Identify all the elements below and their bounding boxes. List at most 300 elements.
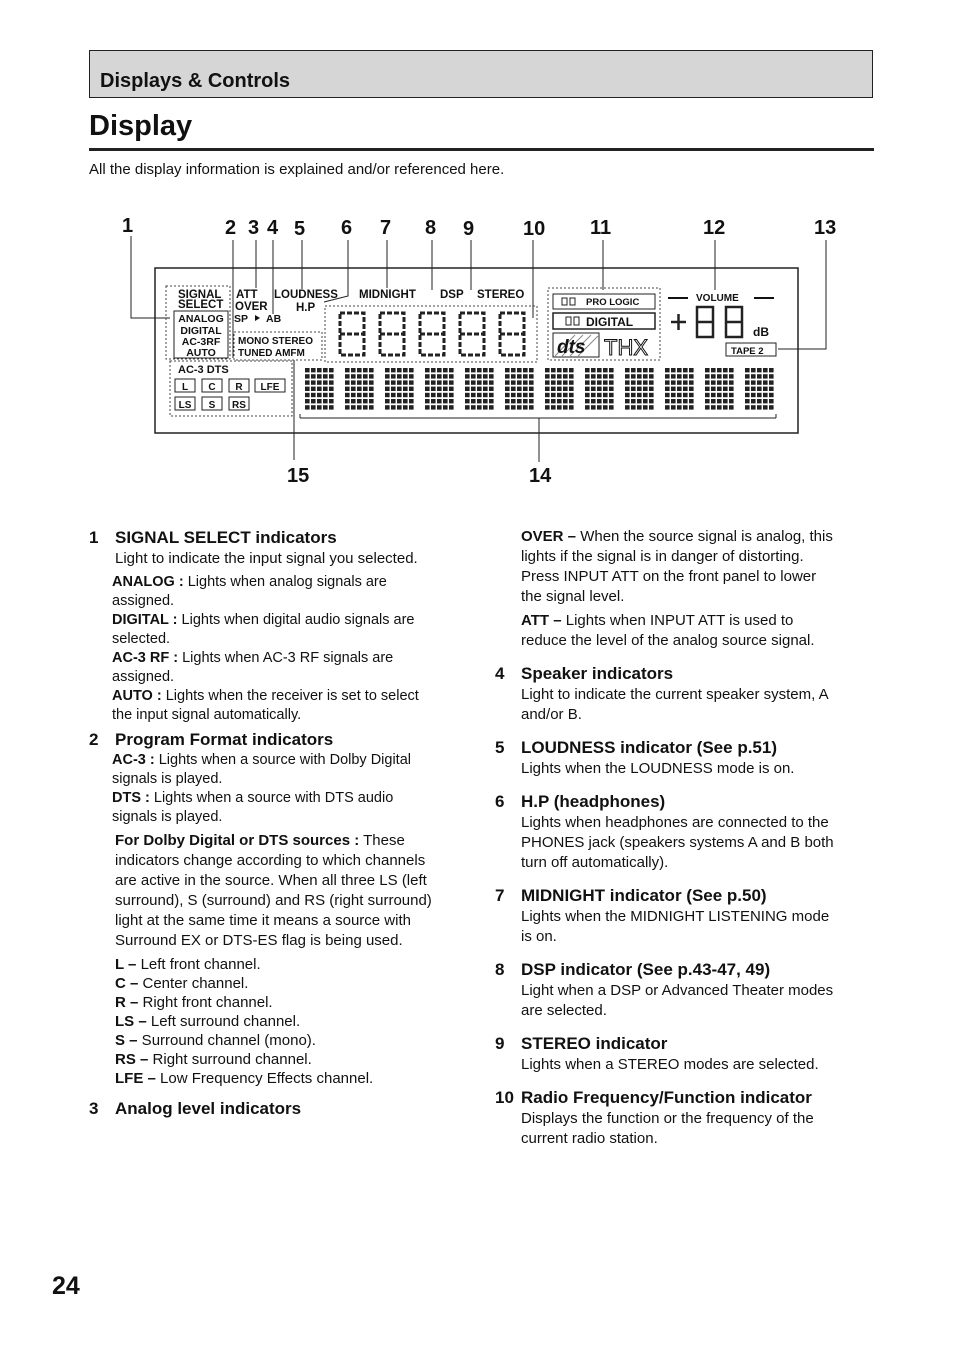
matrix-dot — [677, 405, 682, 409]
matrix-dot — [557, 368, 562, 372]
frequency-digits — [340, 313, 524, 355]
section-line: Lights when the LOUDNESS mode is on. — [521, 760, 795, 777]
matrix-dot — [489, 399, 494, 403]
matrix-dot — [409, 393, 414, 397]
matrix-dot — [711, 380, 716, 384]
dts-logo: dts — [557, 337, 586, 358]
label-hp: H.P — [296, 302, 316, 314]
channel-text: Left surround channel. — [146, 1013, 301, 1030]
label-auto: AUTO — [186, 347, 216, 359]
matrix-dot — [631, 405, 636, 409]
matrix-dot — [385, 393, 390, 397]
matrix-dot — [545, 387, 550, 391]
matrix-dot — [477, 374, 482, 378]
matrix-dot — [369, 405, 374, 409]
matrix-dot — [769, 405, 774, 409]
matrix-dot — [369, 393, 374, 397]
matrix-dot — [437, 393, 442, 397]
matrix-dot — [369, 374, 374, 378]
matrix-dot — [305, 380, 310, 384]
matrix-dot — [471, 387, 476, 391]
matrix-dot — [471, 368, 476, 372]
matrix-dot — [465, 387, 470, 391]
matrix-dot — [683, 380, 688, 384]
matrix-dot — [723, 393, 728, 397]
note-line: Surround EX or DTS-ES flag is being used. — [115, 932, 403, 949]
label-midnight: MIDNIGHT — [359, 289, 416, 301]
matrix-dot — [357, 374, 362, 378]
matrix-dot — [757, 380, 762, 384]
matrix-dot — [391, 405, 396, 409]
matrix-dot — [717, 405, 722, 409]
matrix-dot — [431, 387, 436, 391]
matrix-dot — [403, 387, 408, 391]
matrix-dot — [717, 380, 722, 384]
program-format-item-term: AC-3 : — [112, 752, 155, 768]
matrix-dot — [665, 374, 670, 378]
matrix-dot — [597, 374, 602, 378]
section-line: Lights when a STEREO modes are selected. — [521, 1056, 819, 1073]
matrix-dot — [545, 368, 550, 372]
matrix-dot — [603, 380, 608, 384]
matrix-dot — [625, 399, 630, 403]
matrix-dot — [397, 374, 402, 378]
matrix-dot — [585, 393, 590, 397]
signal-select-item-text: assigned. — [112, 669, 175, 685]
note-line: These — [359, 832, 405, 849]
matrix-dot — [557, 380, 562, 384]
matrix-dot — [305, 387, 310, 391]
matrix-dot — [763, 399, 768, 403]
matrix-dot — [431, 399, 436, 403]
callout-14: 14 — [529, 465, 552, 487]
section-line: Light to indicate the current speaker system, A — [521, 686, 829, 703]
att-paragraph — [521, 611, 875, 651]
signal-select-item — [112, 649, 479, 687]
matrix-dot — [609, 387, 614, 391]
channel-item — [115, 1050, 479, 1069]
callout-5: 5 — [294, 218, 306, 240]
note-term: For Dolby Digital or DTS sources : — [115, 832, 360, 849]
matrix-dot — [529, 387, 534, 391]
title-divider — [89, 148, 874, 151]
matrix-dot — [671, 399, 676, 403]
matrix-dot — [397, 387, 402, 391]
matrix-dot — [563, 380, 568, 384]
matrix-dot — [643, 405, 648, 409]
matrix-dot — [477, 399, 482, 403]
matrix-dot — [569, 374, 574, 378]
matrix-dot — [477, 405, 482, 409]
matrix-dot — [763, 405, 768, 409]
matrix-dot — [317, 393, 322, 397]
matrix-dot — [769, 380, 774, 384]
matrix-dot — [751, 399, 756, 403]
over-paragraph-line: Press INPUT ATT on the front panel to lower — [521, 568, 817, 585]
matrix-dot — [745, 405, 750, 409]
matrix-dot — [523, 387, 528, 391]
matrix-dot — [311, 368, 316, 372]
matrix-dot — [705, 399, 710, 403]
matrix-dot — [751, 405, 756, 409]
matrix-dot — [471, 405, 476, 409]
matrix-dot — [643, 368, 648, 372]
left-column: 1 SIGNAL SELECT indicators Light to indicate the input signal you selected. ANALOG : Lights when analog signals are assigned. DIGITAL : Lights when digital audio signals are selected. AC-3 RF : Lights when AC-3 RF signals are assigned. AUTO : Lights when the receiver is set to select the input signal automatically. 2 Program Format indicators AC-3 : Lights when a source with Dolby Digital signals is played. DTS : Lights when a source with DTS audio signals is played. For Dolby Digital or DTS sources : These indicators change according to which channels are active in the source. When all three LS (left surround), S (surround) and RS (right surround) light at the same time it means a source with Surround EX or DTS-ES flag is being used. L – Left front channel. C – Center channel. R – Right front channel. LS – Left surround channel. S – Surround channel (mono). RS – Right surround channel. LFE – Low Frequency Effects channel. 3 Analog level indicators — [89, 527, 479, 1120]
matrix-dot — [409, 405, 414, 409]
matrix-dot — [689, 405, 694, 409]
matrix-dot — [717, 368, 722, 372]
matrix-dot — [477, 368, 482, 372]
matrix-dot — [409, 387, 414, 391]
matrix-dot — [585, 374, 590, 378]
matrix-dot — [683, 399, 688, 403]
label-ac3-dts: AC-3 DTS — [178, 364, 229, 376]
matrix-dot — [591, 380, 596, 384]
matrix-dot — [517, 380, 522, 384]
program-format-item-text: signals is played. — [112, 809, 223, 825]
section-title: H.P (headphones) — [521, 792, 666, 811]
matrix-dot — [431, 368, 436, 372]
matrix-dot — [745, 399, 750, 403]
matrix-dot — [523, 374, 528, 378]
att-paragraph-term: ATT – — [521, 612, 562, 629]
matrix-dot — [665, 405, 670, 409]
matrix-dot — [351, 368, 356, 372]
matrix-dot — [683, 405, 688, 409]
matrix-dot — [317, 405, 322, 409]
matrix-dot — [317, 380, 322, 384]
section-title: LOUDNESS indicator (See p.51) — [521, 738, 777, 757]
channel-text: Surround channel (mono). — [137, 1032, 316, 1049]
matrix-dot — [649, 368, 654, 372]
over-paragraph-line: lights if the signal is in danger of distorting. — [521, 548, 804, 565]
matrix-dot — [569, 380, 574, 384]
channel-item — [115, 1012, 479, 1031]
matrix-dot — [563, 393, 568, 397]
matrix-dot — [345, 374, 350, 378]
section-title: Displays & Controls — [100, 70, 291, 92]
label-att: ATT — [236, 289, 258, 301]
matrix-dot — [465, 380, 470, 384]
matrix-dot — [363, 399, 368, 403]
matrix-dot — [351, 393, 356, 397]
matrix-dot — [483, 393, 488, 397]
matrix-dot — [551, 399, 556, 403]
matrix-dot — [505, 393, 510, 397]
matrix-dot — [585, 399, 590, 403]
matrix-dot — [489, 393, 494, 397]
section-heading — [495, 1033, 875, 1055]
section-line: Light when a DSP or Advanced Theater modes — [521, 982, 834, 999]
section-number: 8 — [495, 960, 505, 979]
matrix-dot — [637, 380, 642, 384]
callout-15: 15 — [287, 465, 310, 487]
matrix-dot — [677, 399, 682, 403]
matrix-dot — [723, 387, 728, 391]
signal-select-item-text: the input signal automatically. — [112, 707, 302, 723]
label-over: OVER — [235, 301, 268, 313]
matrix-dot — [643, 374, 648, 378]
matrix-dot — [705, 368, 710, 372]
matrix-dot — [517, 368, 522, 372]
callout-11: 11 — [590, 217, 612, 239]
note-paragraph — [115, 831, 479, 951]
label-mono-stereo: MONO STEREO — [238, 336, 314, 347]
matrix-dot — [357, 399, 362, 403]
section-line: turn off automatically). — [521, 854, 669, 871]
section-line: PHONES jack (speakers systems A and B both — [521, 834, 834, 851]
channel-r: R — [235, 382, 243, 393]
channel-item — [115, 955, 479, 974]
matrix-dot — [683, 368, 688, 372]
matrix-dot — [449, 368, 454, 372]
matrix-dot — [505, 399, 510, 403]
matrix-dot — [603, 387, 608, 391]
note-line: light at the same time it means a source with — [115, 912, 411, 929]
matrix-dot — [563, 374, 568, 378]
matrix-dot — [437, 405, 442, 409]
matrix-dot — [363, 374, 368, 378]
label-loudness: LOUDNESS — [274, 289, 338, 301]
label-tuned-amfm: TUNED AMFM — [238, 348, 305, 359]
signal-select-item-term: ANALOG : — [112, 574, 184, 590]
matrix-dot — [425, 380, 430, 384]
callout-12: 12 — [703, 217, 726, 239]
matrix-dot — [591, 374, 596, 378]
matrix-dot — [511, 374, 516, 378]
section-line: and/or B. — [521, 706, 582, 723]
signal-select-item — [112, 611, 479, 649]
matrix-dot — [745, 380, 750, 384]
matrix-dot — [403, 393, 408, 397]
matrix-dot — [511, 405, 516, 409]
matrix-dot — [437, 368, 442, 372]
att-paragraph-line: reduce the level of the analog source signal. — [521, 632, 815, 649]
matrix-dot — [323, 393, 328, 397]
callout-4: 4 — [267, 217, 279, 239]
matrix-dot — [437, 399, 442, 403]
matrix-dot — [643, 380, 648, 384]
matrix-dot — [603, 393, 608, 397]
matrix-dot — [591, 405, 596, 409]
matrix-dot — [385, 387, 390, 391]
label-analog: ANALOG — [178, 313, 224, 325]
matrix-dot — [637, 399, 642, 403]
matrix-dot — [625, 380, 630, 384]
matrix-dot — [723, 405, 728, 409]
matrix-dot — [745, 368, 750, 372]
matrix-dot — [729, 380, 734, 384]
matrix-dot — [357, 387, 362, 391]
matrix-dot — [329, 374, 334, 378]
matrix-dot — [689, 387, 694, 391]
matrix-dot — [311, 399, 316, 403]
channel-text: Right front channel. — [138, 994, 273, 1011]
matrix-dot — [545, 399, 550, 403]
matrix-dot — [609, 368, 614, 372]
section-1-items — [89, 573, 479, 725]
matrix-dot — [557, 405, 562, 409]
matrix-dot — [649, 374, 654, 378]
channel-item — [115, 974, 479, 993]
matrix-dot — [677, 374, 682, 378]
matrix-dot — [305, 393, 310, 397]
channel-term: C – — [115, 975, 139, 992]
section-heading — [495, 737, 875, 759]
matrix-dot — [403, 380, 408, 384]
matrix-dot — [745, 393, 750, 397]
matrix-dot — [677, 393, 682, 397]
matrix-dot — [591, 393, 596, 397]
matrix-dot — [329, 405, 334, 409]
matrix-dot — [385, 380, 390, 384]
matrix-dot — [751, 374, 756, 378]
matrix-dot — [683, 393, 688, 397]
matrix-dot — [763, 380, 768, 384]
matrix-dot — [403, 405, 408, 409]
matrix-dot — [489, 368, 494, 372]
matrix-dot — [329, 368, 334, 372]
matrix-dot — [317, 399, 322, 403]
matrix-dot — [745, 387, 750, 391]
matrix-dot — [305, 374, 310, 378]
matrix-dot — [705, 387, 710, 391]
label-pro-logic: PRO LOGIC — [586, 297, 640, 308]
section-number: 4 — [495, 664, 505, 683]
matrix-dot — [351, 380, 356, 384]
thx-logo: THX — [604, 335, 648, 360]
note-line: indicators change according to which channels — [115, 852, 426, 869]
matrix-dot — [609, 374, 614, 378]
matrix-dot — [449, 374, 454, 378]
matrix-dot — [305, 368, 310, 372]
matrix-dot — [723, 374, 728, 378]
note-line: surround), S (surround) and RS (right surround) — [115, 892, 432, 909]
matrix-dot — [449, 405, 454, 409]
matrix-dot — [311, 387, 316, 391]
matrix-dot — [443, 387, 448, 391]
matrix-dot — [529, 399, 534, 403]
channel-l: L — [181, 382, 189, 393]
matrix-dot — [489, 380, 494, 384]
matrix-dot — [597, 387, 602, 391]
matrix-dot — [483, 387, 488, 391]
matrix-dot — [757, 368, 762, 372]
matrix-dot — [649, 399, 654, 403]
matrix-dot — [505, 374, 510, 378]
section-number: 9 — [495, 1034, 505, 1053]
matrix-dot — [449, 399, 454, 403]
matrix-dot — [489, 405, 494, 409]
matrix-dot — [351, 374, 356, 378]
section-1-desc: Light to indicate the input signal you selected. — [115, 550, 418, 567]
over-paragraph-term: OVER – — [521, 528, 577, 545]
section-title: Speaker indicators — [521, 664, 674, 683]
matrix-dot — [563, 387, 568, 391]
label-select: SELECT — [178, 299, 224, 311]
matrix-dot — [625, 368, 630, 372]
label-dd-digital: DIGITAL — [586, 315, 634, 329]
matrix-dot — [351, 405, 356, 409]
signal-select-item-term: AUTO : — [112, 688, 162, 704]
matrix-dot — [545, 393, 550, 397]
matrix-dot — [351, 399, 356, 403]
matrix-dot — [505, 380, 510, 384]
matrix-dot — [563, 368, 568, 372]
callout-3: 3 — [248, 217, 260, 239]
matrix-dot — [385, 374, 390, 378]
matrix-dot — [545, 380, 550, 384]
matrix-dot — [449, 380, 454, 384]
matrix-dot — [425, 393, 430, 397]
matrix-dot — [751, 380, 756, 384]
channel-item — [115, 1069, 479, 1088]
channel-text: Right surround channel. — [148, 1051, 312, 1068]
matrix-dot — [677, 387, 682, 391]
matrix-dot — [705, 380, 710, 384]
program-format-item-term: DTS : — [112, 790, 150, 806]
matrix-dot — [551, 393, 556, 397]
matrix-dot — [609, 405, 614, 409]
matrix-dot — [689, 399, 694, 403]
section-number: 6 — [495, 792, 505, 811]
matrix-dot — [637, 387, 642, 391]
matrix-dot — [465, 405, 470, 409]
channel-term: R – — [115, 994, 139, 1011]
matrix-dot — [529, 380, 534, 384]
matrix-dot — [705, 374, 710, 378]
signal-select-item — [112, 687, 479, 725]
note-line: are active in the source. When all three LS (left — [115, 872, 427, 889]
section-title: MIDNIGHT indicator (See p.50) — [521, 886, 767, 905]
section-line: are selected. — [521, 1002, 607, 1019]
channel-ls: LS — [178, 400, 192, 411]
matrix-dot — [397, 380, 402, 384]
matrix-dot — [637, 393, 642, 397]
channel-text: Left front channel. — [136, 956, 261, 973]
matrix-dot — [677, 368, 682, 372]
matrix-dot — [403, 374, 408, 378]
matrix-dot — [425, 374, 430, 378]
matrix-dot — [523, 368, 528, 372]
matrix-dot — [483, 399, 488, 403]
matrix-dot — [511, 399, 516, 403]
matrix-dot — [397, 399, 402, 403]
matrix-dot — [729, 387, 734, 391]
matrix-dot — [729, 399, 734, 403]
program-format-item — [112, 789, 479, 827]
matrix-dot — [345, 405, 350, 409]
matrix-dot — [517, 393, 522, 397]
matrix-dot — [471, 380, 476, 384]
callout-7: 7 — [380, 217, 392, 239]
matrix-dot — [477, 380, 482, 384]
section-line: Displays the function or the frequency of the — [521, 1110, 814, 1127]
section-heading — [495, 1087, 875, 1109]
matrix-dot — [329, 387, 334, 391]
matrix-dot — [625, 405, 630, 409]
label-stereo: STEREO — [477, 289, 525, 301]
right-sections — [495, 651, 875, 1149]
matrix-dot — [483, 368, 488, 372]
section-2-items — [89, 751, 479, 827]
matrix-dot — [351, 387, 356, 391]
signal-select-item-text: Lights when the receiver is set to select — [161, 688, 419, 704]
matrix-dot — [437, 380, 442, 384]
program-format-item-text: Lights when a source with Dolby Digital — [154, 752, 411, 768]
matrix-dot — [369, 368, 374, 372]
matrix-dot — [757, 387, 762, 391]
